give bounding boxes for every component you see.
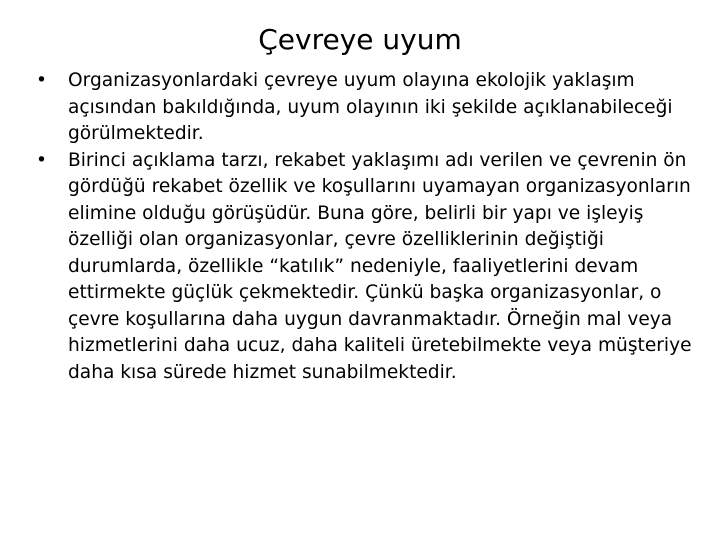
bullet-text: Organizasyonlardaki çevreye uyum olayına ekolojik yaklaşım açısından bakıldığında, uyum olayının iki şekilde açıklanabileceği görülmektedir.	[68, 70, 673, 144]
bullet-list	[36, 68, 704, 386]
bullet-item	[36, 148, 704, 387]
bullet-item	[36, 68, 704, 148]
slide-title: Çevreye uyum	[258, 23, 462, 56]
bullet-text: Birinci açıklama tarzı, rekabet yaklaşımı adı verilen ve çevrenin ön gördüğü rekabet özellik ve koşullarını uyamayan organizasyonların elimine olduğu görüşüdür. Buna göre, belirli bir yapı ve işleyiş özelliği olan organizasyonlar, çevre özelliklerinin değiştiği durumlarda, özellikle “katılık” nedeniyle, faaliyetlerini devam ettirmekte güçlük çekmektedir. Çünkü başka organizasyonlar, o çevre koşullarına daha uygun davranmaktadır. Örneğin mal veya hizmetlerini daha ucuz, daha kaliteli üretebilmekte veya müşteriye daha kısa sürede hizmet sunabilmektedir.	[68, 149, 692, 383]
bullet-dot-icon: •	[36, 70, 47, 91]
bullet-dot-icon: •	[36, 149, 47, 171]
